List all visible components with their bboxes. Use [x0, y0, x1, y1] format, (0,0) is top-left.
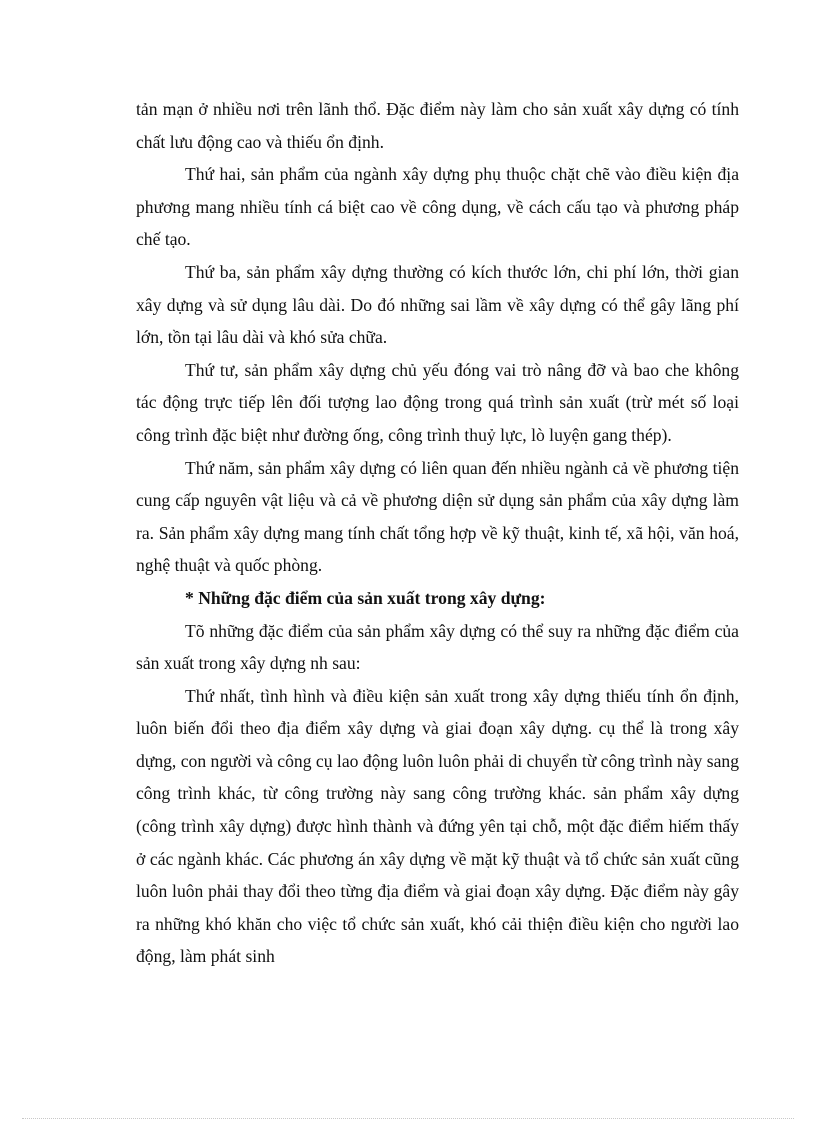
- paragraph-continuation: tản mạn ở nhiều nơi trên lãnh thổ. Đặc điểm này làm cho sản xuất xây dựng có tính chất lưu động cao và thiếu ổn định.: [136, 99, 739, 152]
- section-heading: * Những đặc điểm của sản xuất trong xây dựng:: [185, 587, 546, 608]
- paragraph-thu-tu: Thứ tư, sản phẩm xây dựng chủ yếu đóng vai trò nâng đỡ và bao che không tác động trực tiếp lên đối tượng lao động trong quá trình sản xuất (trừ mét số loại công trình đặc biệt như đường ống, công trình thuỷ lực, lò luyện gang thép).: [136, 359, 739, 445]
- page-bottom-border: [22, 1118, 794, 1119]
- paragraph-thu-nam: Thứ năm, sản phẩm xây dựng có liên quan đến nhiều ngành cả về phương tiện cung cấp nguyên vật liệu và cả về phương diện sử dụng sản phẩm của xây dựng làm ra. Sản phẩm xây dựng mang tính chất tổng hợp về kỹ thuật, kinh tế, xã hội, văn hoá, nghệ thuật và quốc phòng.: [136, 457, 739, 576]
- paragraph-thu-ba: Thứ ba, sản phẩm xây dựng thường có kích thước lớn, chi phí lớn, thời gian xây dựng và sử dụng lâu dài. Do đó những sai lầm về xây dựng có thể gây lãng phí lớn, tồn tại lâu dài và khó sửa chữa.: [136, 261, 739, 348]
- paragraph-thu-hai: Thứ hai, sản phẩm của ngành xây dựng phụ thuộc chặt chẽ vào điều kiện địa phương mang nhiều tính cá biệt cao về công dụng, về cách cấu tạo và phương pháp chế tạo.: [136, 164, 739, 250]
- document-body: [136, 93, 739, 973]
- paragraph-intro-production: Tõ những đặc điểm của sản phẩm xây dựng có thể suy ra những đặc điểm của sản xuất trong xây dựng nh sau:: [136, 620, 739, 674]
- paragraph-thu-nhat: Thứ nhất, tình hình và điều kiện sản xuất trong xây dựng thiếu tính ổn định, luôn biến đổi theo địa điểm xây dựng và giai đoạn xây dựng. cụ thể là trong xây dựng, con người và công cụ lao động luôn luôn phải di chuyển từ công trình này sang công trình khác, từ công trường này sang công trường khác. sản phẩm xây dựng (công trình xây dựng) được hình thành và đứng yên tại chỗ, một đặc điểm hiếm thấy ở các ngành khác. Các phương án xây dựng về mặt kỹ thuật và tổ chức sản xuất cũng luôn luôn phải thay đổi theo từng địa điểm và giai đoạn xây dựng. Đặc điểm này gây ra những khó khăn cho việc tổ chức sản xuất, khó cải thiện điều kiện cho người lao động, làm phát sinh: [136, 685, 739, 967]
